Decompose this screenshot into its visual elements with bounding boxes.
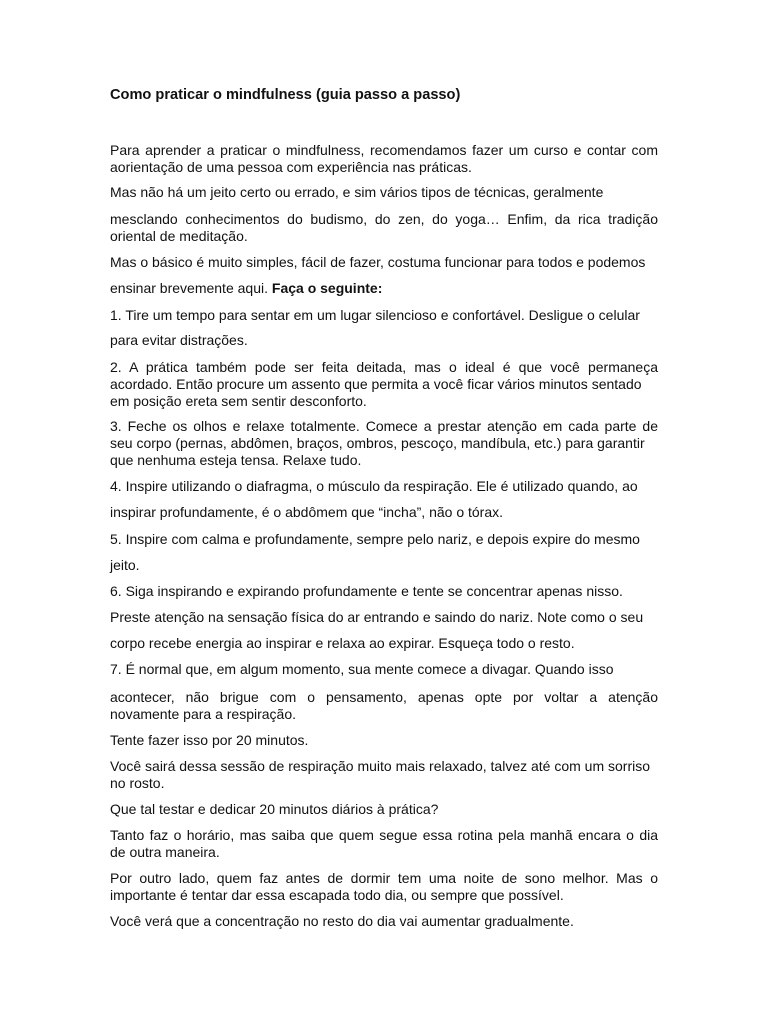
text-line: Você sairá dessa sessão de respiração muito mais relaxado, talvez até com um sorriso [110, 758, 651, 774]
list-item-line: acontecer, não brigue com o pensamento, apenas opte por voltar a atenção [110, 689, 658, 705]
text-line: importante é tentar dar essa escapada todo dia, ou sempre que possível. [110, 887, 564, 903]
list-item-line: 5. Inspire com calma e profundamente, sempre pelo nariz, e depois expire do mesmo [110, 531, 640, 547]
list-item-line: inspirar profundamente, é o abdômem que “incha”, não o tórax. [110, 504, 504, 520]
text-line: Tente fazer isso por 20 minutos. [110, 732, 309, 748]
bold-instruction: Faça o seguinte: [271, 280, 383, 296]
list-item-line: 6. Siga inspirando e expirando profundamente e tente se concentrar apenas nisso. [110, 583, 623, 599]
text-line: no rosto. [110, 775, 165, 791]
list-item-line: em posição ereta sem sentir desconforto. [110, 393, 367, 409]
list-item-line: novamente para a respiração. [110, 706, 296, 722]
list-item-line: 3. Feche os olhos e relaxe totalmente. Comece a prestar atenção em cada parte de [110, 418, 658, 434]
document-title: Como praticar o mindfulness (guia passo a passo) [110, 87, 461, 103]
text-line: Preste atenção na sensação física do ar entrando e saindo do nariz. Note como o seu [110, 609, 644, 625]
text-line: oriental de meditação. [110, 228, 248, 244]
list-item-line: 2. A prática também pode ser feita deitada, mas o ideal é que você permaneça [110, 359, 658, 375]
text-line: Você verá que a concentração no resto do dia vai aumentar gradualmente. [110, 913, 574, 929]
list-item-line: 4. Inspire utilizando o diafragma, o músculo da respiração. Ele é utilizado quando, ao [110, 478, 638, 494]
text-line: Que tal testar e dedicar 20 minutos diários à prática? [110, 801, 439, 817]
list-item-line: que nenhuma esteja tensa. Relaxe tudo. [110, 452, 362, 468]
list-item-line: acordado. Então procure um assento que permita a você ficar vários minutos sentado [110, 376, 642, 392]
list-item-line: 1. Tire um tempo para sentar em um lugar silencioso e confortável. Desligue o celular [110, 307, 640, 323]
text-line: Mas não há um jeito certo ou errado, e sim vários tipos de técnicas, geralmente [110, 184, 604, 200]
list-item-line: 7. É normal que, em algum momento, sua mente comece a divagar. Quando isso [110, 661, 614, 677]
list-item-line: seu corpo (pernas, abdômen, braços, ombros, pescoço, mandíbula, etc.) para garantir [110, 435, 645, 451]
list-item-line: para evitar distrações. [110, 332, 248, 348]
text-line: Tanto faz o horário, mas saiba que quem segue essa rotina pela manhã encara o dia [110, 827, 658, 843]
list-item-line: jeito. [110, 557, 140, 573]
text-line: de outra maneira. [110, 844, 220, 860]
text-line: corpo recebe energia ao inspirar e relaxa ao expirar. Esqueça todo o resto. [110, 635, 575, 651]
text-line: Mas o básico é muito simples, fácil de fazer, costuma funcionar para todos e podemos [110, 254, 646, 270]
text-line: aorientação de uma pessoa com experiência nas práticas. [110, 159, 472, 175]
text-line-mixed [110, 279, 382, 297]
text-line: Por outro lado, quem faz antes de dormir tem uma noite de sono melhor. Mas o [110, 870, 658, 886]
text-span: ensinar brevemente aqui. [110, 280, 268, 296]
text-line: Para aprender a praticar o mindfulness, recomendamos fazer um curso e contar com [110, 142, 658, 158]
text-line: mesclando conhecimentos do budismo, do zen, do yoga… Enfim, da rica tradição [110, 211, 658, 227]
